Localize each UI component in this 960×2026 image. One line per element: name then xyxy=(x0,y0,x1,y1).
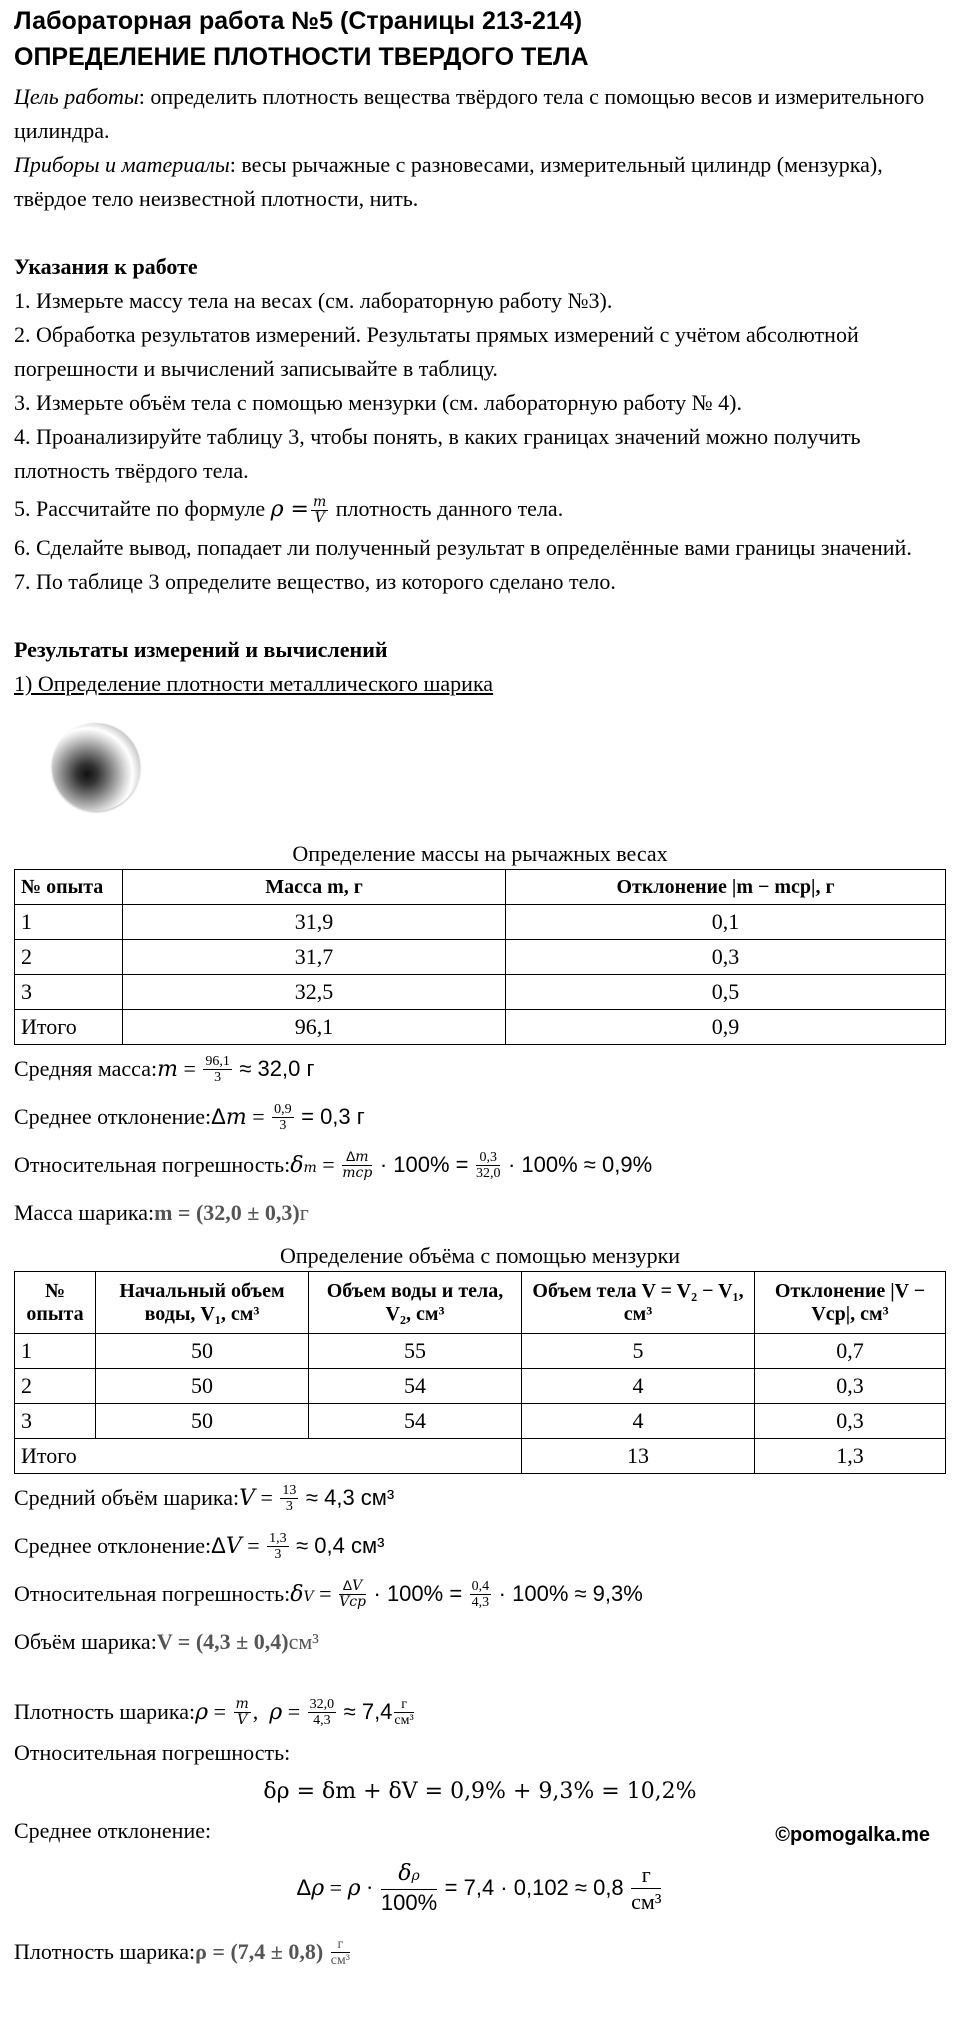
volume-final-value: V = (4,3 ± 0,4) xyxy=(156,1629,289,1654)
table-cell: 31,7 xyxy=(123,940,506,975)
vol-col-v2: Объем воды и тела, V₂, см³ xyxy=(309,1272,522,1334)
volume-table xyxy=(14,1271,946,1474)
table-row xyxy=(15,975,946,1010)
density-final-value: ρ = (7,4 ± 0,8) xyxy=(195,1939,324,1964)
tools-label: Приборы и материалы xyxy=(14,152,230,177)
table-cell: 4 xyxy=(522,1404,755,1439)
density-rel-label: Относительная погрешность: xyxy=(14,1740,291,1765)
spacer xyxy=(14,1666,946,1688)
avg-mass-line: Средняя масса: m = $\frac{96,1}{3}$ ≈ 32,0 г xyxy=(14,1053,315,1085)
goal-label: Цель работы xyxy=(14,84,139,109)
tools-text: : весы рычажные с разновесами, измерительный цилиндр (мензурка), твёрдое тело неизвестной плотности, нить. xyxy=(14,152,883,211)
table-row xyxy=(15,905,946,940)
goal-text: : определить плотность вещества твёрдого тела с помощью весов и измерительного цилиндра. xyxy=(14,84,925,143)
goal-paragraph xyxy=(14,80,946,148)
table-cell: 1,3 xyxy=(755,1439,946,1474)
metal-ball-image xyxy=(52,723,140,811)
instruction-step: 5. Рассчитайте по формуле ρ = $\frac{m}{V}$ плотность данного тела. xyxy=(14,494,564,527)
density-dev-label: Среднее отклонение: xyxy=(14,1818,212,1843)
table-cell: 3 xyxy=(15,975,123,1010)
volume-final-line: Объём шарика: V = (4,3 ± 0,4) см³ xyxy=(14,1629,319,1654)
results-heading: Результаты измерений и вычислений xyxy=(14,637,388,662)
instruction-step: 6. Сделайте вывод, попадает ли полученный результат в определённые вами границы значений. xyxy=(14,535,912,560)
instruction-step: 7. По таблице 3 определите вещество, из которого сделано тело. xyxy=(14,569,616,594)
instructions-heading: Указания к работе xyxy=(14,254,198,279)
mass-final-line: Масса шарика: m = (32,0 ± 0,3) г xyxy=(14,1200,309,1225)
mass-table xyxy=(14,869,946,1045)
spacer xyxy=(14,216,946,250)
table-cell: Итого xyxy=(15,1439,522,1474)
mass-rel-line: Относительная погрешность: δm = $\frac{\Delta m}{\text{mcp}}$ · 100% = $\frac{0,3}{32,0}$ · 100% ≈ 0,9% xyxy=(14,1148,653,1181)
tools-paragraph xyxy=(14,148,946,216)
table-cell: 4 xyxy=(522,1369,755,1404)
instructions-list xyxy=(14,284,946,599)
table-row xyxy=(15,1404,946,1439)
density-formula: ρ = xyxy=(270,497,309,522)
mass-col-dev: Отклонение |m − mср|, г xyxy=(506,870,946,905)
instruction-step: 2. Обработка результатов измерений. Результаты прямых измерений с учётом абсолютной погрешности и вычислений записывайте в таблицу. xyxy=(14,322,859,381)
mass-col-mass: Масса m, г xyxy=(123,870,506,905)
page xyxy=(0,4,960,2026)
instruction-step: 4. Проанализируйте таблицу 3, чтобы понять, в каких границах значений можно получить плотность твёрдого тела. xyxy=(14,424,861,483)
mass-dev-fraction: $\frac{0,9}{3}$ xyxy=(274,1101,292,1133)
table-header-row xyxy=(15,1272,946,1334)
avg-volume-line: Средний объём шарика: V = $\frac{13}{3}$ ≈ 4,3 см³ xyxy=(14,1482,395,1514)
table-cell: 54 xyxy=(309,1404,522,1439)
density-fraction: $\frac{m}{V}$ xyxy=(313,494,327,527)
table-row xyxy=(15,1010,946,1045)
table-cell: 0,7 xyxy=(755,1334,946,1369)
results-subheading: 1) Определение плотности металлического шарика xyxy=(14,671,494,696)
table-cell: 32,5 xyxy=(123,975,506,1010)
mass-table-caption: Определение массы на рычажных весах xyxy=(292,841,668,866)
mass-col-no: № опыта xyxy=(15,870,123,905)
mass-rel-fraction: $\frac{0,3}{32,0}$ xyxy=(475,1149,501,1181)
mass-dev-line: Среднее отклонение: Δ m = $\frac{0,9}{3}$ = 0,3 г xyxy=(14,1101,365,1133)
table-cell: 2 xyxy=(15,940,123,975)
table-row xyxy=(15,1334,946,1369)
table-cell: 96,1 xyxy=(123,1010,506,1045)
instruction-step: 1. Измерьте массу тела на весах (см. лабораторную работу №3). xyxy=(14,288,613,313)
page-subtitle: ОПРЕДЕЛЕНИЕ ПЛОТНОСТИ ТВЕРДОГО ТЕЛА xyxy=(14,43,589,71)
density-dev-formula: Δ ρ = ρ · $\frac{\delta\rho}{100\%}$ = 7,4 · 0,102 ≈ 0,8 $\frac{г}{\text{см³}}$ xyxy=(296,1860,662,1915)
table-cell: 3 xyxy=(15,1404,96,1439)
table-cell: 0,3 xyxy=(506,940,946,975)
table-cell: Итого xyxy=(15,1010,123,1045)
table-header-row xyxy=(15,870,946,905)
table-cell: 50 xyxy=(96,1334,309,1369)
volume-dev-line: Среднее отклонение: Δ V = $\frac{1,3}{3}$ ≈ 0,4 см³ xyxy=(14,1530,385,1562)
watermark: ©pomogalka.me xyxy=(775,1824,930,1846)
table-cell: 0,1 xyxy=(506,905,946,940)
spacer xyxy=(14,599,946,633)
volume-table-caption: Определение объёма с помощью мензурки xyxy=(279,1243,681,1268)
table-cell: 0,9 xyxy=(506,1010,946,1045)
table-cell: 50 xyxy=(96,1404,309,1439)
table-cell: 54 xyxy=(309,1369,522,1404)
table-cell: 2 xyxy=(15,1369,96,1404)
table-cell: 55 xyxy=(309,1334,522,1369)
vol-col-dev: Отклонение |V − Vср|, см³ xyxy=(755,1272,946,1334)
table-cell: 13 xyxy=(522,1439,755,1474)
mass-final-value: m = (32,0 ± 0,3) xyxy=(154,1200,300,1225)
vol-col-v: Объем тела V = V₂ − V₁, см³ xyxy=(522,1272,755,1334)
table-row xyxy=(15,1439,946,1474)
table-row xyxy=(15,940,946,975)
table-cell: 1 xyxy=(15,1334,96,1369)
vol-col-v1: Начальный объем воды, V₁, см³ xyxy=(96,1272,309,1334)
instruction-step: 3. Измерьте объём тела с помощью мензурки (см. лабораторную работу № 4). xyxy=(14,390,742,415)
avg-mass-fraction: $\frac{96,1}{3}$ xyxy=(205,1053,230,1085)
page-title: Лабораторная работа №5 (Страницы 213-214) xyxy=(14,7,583,35)
table-cell: 0,3 xyxy=(755,1369,946,1404)
density-line: Плотность шарика: ρ = $\frac{m}{V}$ , ρ = $\frac{32,0}{4,3}$ ≈ 7,4 $\frac{г}{\text{см³}}$ xyxy=(14,1695,414,1728)
table-cell: 31,9 xyxy=(123,905,506,940)
volume-rel-line: Относительная погрешность: δV = $\frac{\Delta V}{\text{Vcp}}$ · 100% = $\frac{0,4}{4,3}$ · 100% ≈ 9,3% xyxy=(14,1577,643,1610)
table-cell: 50 xyxy=(96,1369,309,1404)
density-final-line: Плотность шарика: ρ = (7,4 ± 0,8) $\frac{г}{\text{см³}}$ xyxy=(14,1936,350,1968)
table-cell: 0,5 xyxy=(506,975,946,1010)
table-cell: 5 xyxy=(522,1334,755,1369)
table-row xyxy=(15,1369,946,1404)
table-cell: 0,3 xyxy=(755,1404,946,1439)
table-cell: 1 xyxy=(15,905,123,940)
vol-col-no: № опыта xyxy=(15,1272,96,1334)
density-rel-formula: δρ = δm + δV = 0,9% + 9,3% = 10,2% xyxy=(263,1779,697,1804)
